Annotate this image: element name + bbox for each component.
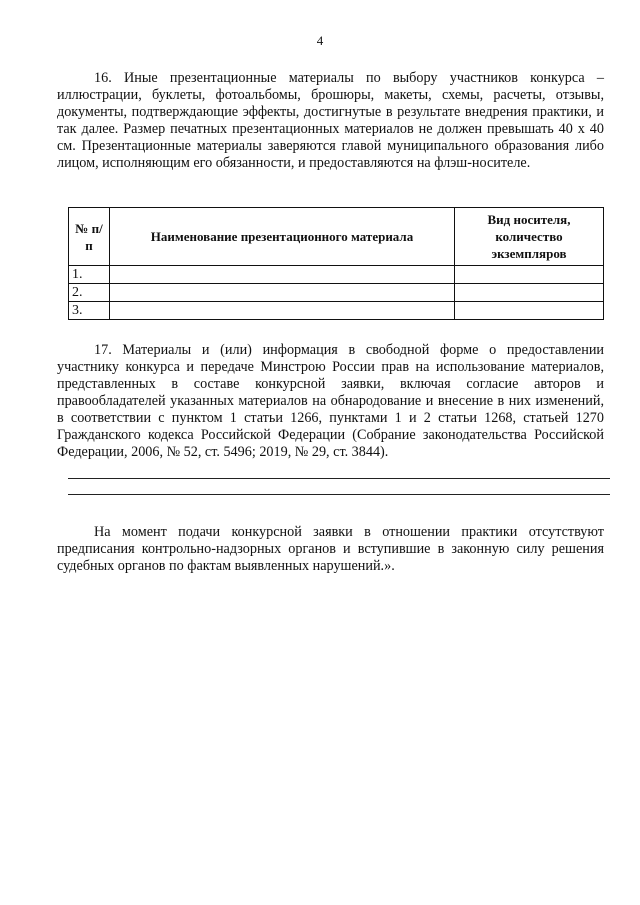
table-row <box>69 266 604 284</box>
row-number: 3. <box>69 302 110 320</box>
blank-line-1 <box>68 478 610 479</box>
table-row <box>69 302 604 320</box>
table-row <box>69 284 604 302</box>
table-header-row <box>69 208 604 266</box>
final-paragraph: На момент подачи конкурсной заявки в отношении практики отсутствуют предписания контрольно-надзорных органов и вступившие в законную силу решения судебных органов по фактам выявленных нарушений.». <box>57 524 604 574</box>
page-number: 4 <box>316 33 324 48</box>
header-medium: Вид носителя, количество экземпляров <box>455 208 604 266</box>
paragraph-17: 17. Материалы и (или) информация в свободной форме о предоставлении участнику конкурса и передаче Минстрою России прав на использование материалов, представленных в составе конкурсной заявки, включая согласие авторов и правообладателей указанных материалов на обнародование и внесение в них изменений, в соответствии с пунктом 1 статьи 1266, пунктами 1 и 2 статьи 1268, статьей 1270 Гражданского кодекса Российской Федерации (Собрание законодательства Российской Федерации, 2006, № 52, ст. 5496; 2019, № 29, ст. 3844). <box>57 342 604 460</box>
materials-table <box>68 207 604 320</box>
row-medium <box>455 266 604 284</box>
paragraph-16: 16. Иные презентационные материалы по выбору участников конкурса – иллюстрации, буклеты, фотоальбомы, брошюры, макеты, схемы, расчеты, отзывы, документы, подтверждающие эффекты, достигнутые в результате внедрения практики, и так далее. Размер печатных презентационных материалов не должен превышать 40 х 40 см. Презентационные материалы заверяются главой муниципального образования либо лицом, исполняющим его обязанности, и предоставляются на флэш-носителе. <box>57 70 604 171</box>
row-medium <box>455 302 604 320</box>
row-number: 1. <box>69 266 110 284</box>
row-name <box>110 302 455 320</box>
header-name: Наименование презентационного материала <box>110 208 455 266</box>
row-medium <box>455 284 604 302</box>
row-name <box>110 266 455 284</box>
header-number: № п/п <box>69 208 110 266</box>
blank-line-2 <box>68 494 610 495</box>
row-number: 2. <box>69 284 110 302</box>
row-name <box>110 284 455 302</box>
